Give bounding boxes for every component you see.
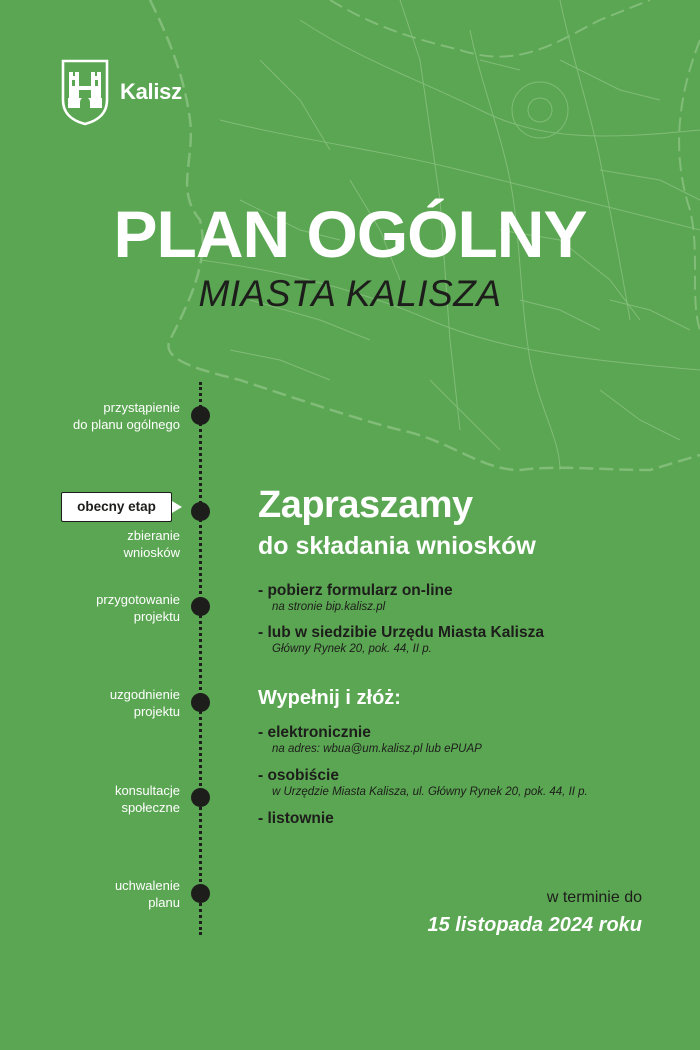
main-content: [258, 482, 678, 828]
stage-dot: [191, 788, 210, 807]
deadline-intro: w terminie do: [546, 889, 642, 906]
stage-dot: [191, 597, 210, 616]
timeline-dotted-line: [199, 382, 202, 935]
brand-name: Kalisz: [120, 79, 182, 104]
stage-dot: [191, 693, 210, 712]
submit-method: [258, 724, 678, 756]
stage-label-przygotowanie: przygotowanie projektu: [96, 592, 180, 624]
submit-heading: Wypełnij i złóż:: [258, 687, 401, 709]
page-subtitle: MIASTA KALISZA: [198, 273, 502, 314]
form-option-title: - pobierz formularz on-line: [258, 582, 453, 599]
stage-label-przystapienie: przystąpienie do planu ogólnego: [73, 400, 180, 432]
stage-label-konsultacje: konsultacje społeczne: [114, 783, 180, 815]
page-title: PLAN OGÓLNY: [113, 197, 587, 271]
form-option-address: Główny Rynek 20, pok. 44, II p.: [272, 643, 432, 655]
kalisz-coat-of-arms-icon: [60, 58, 110, 126]
kalisz-logo: [60, 58, 182, 126]
submit-method: [258, 810, 678, 828]
stage-dot: [191, 406, 210, 425]
stage-dot-current: [191, 502, 210, 521]
invite-subheading: do składania wniosków: [258, 532, 536, 560]
form-option-link[interactable]: na stronie bip.kalisz.pl: [272, 601, 386, 613]
submit-method-detail: w Urzędzie Miasta Kalisza, ul. Główny Rynek 20, pok. 44, II p.: [272, 786, 588, 798]
current-stage-badge: obecny etap: [61, 492, 172, 522]
stage-label-zbieranie: zbieranie wniosków: [123, 528, 180, 560]
submit-method-detail[interactable]: na adres: wbua@um.kalisz.pl lub ePUAP: [272, 743, 482, 755]
deadline-date: 15 listopada 2024 roku: [427, 914, 642, 936]
form-option: [258, 624, 678, 656]
stage-label-uchwalenie: uchwalenie planu: [114, 878, 180, 910]
stage-label-uzgodnienie: uzgodnienie projektu: [109, 687, 180, 719]
stage-dot: [191, 884, 210, 903]
deadline: [427, 888, 642, 938]
submit-method: [258, 767, 678, 799]
submit-method-title: - listownie: [258, 810, 334, 827]
form-option-title: - lub w siedzibie Urzędu Miasta Kalisza: [258, 624, 544, 641]
submit-method-title: - osobiście: [258, 767, 339, 784]
submit-method-title: - elektronicznie: [258, 724, 371, 741]
invite-heading: Zapraszamy: [258, 484, 473, 526]
form-option: [258, 582, 678, 614]
